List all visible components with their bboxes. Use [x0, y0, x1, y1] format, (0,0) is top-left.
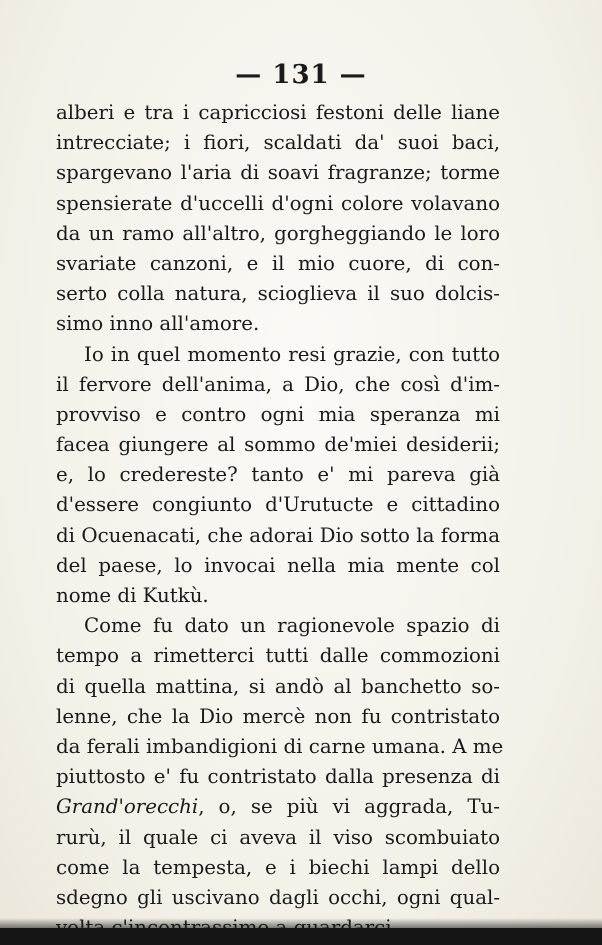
text-line: facea giungere al sommo de'miei desiderii; — [56, 433, 500, 457]
scan-edge — [0, 928, 602, 945]
text-line-rest: , o, se più vi aggrada, Tu- — [198, 795, 500, 819]
text-line: provviso e contro ogni mia speranza mi — [56, 402, 500, 426]
text-line: del paese, lo invocai nella mia mente col — [56, 553, 500, 577]
text-line: simo inno all'amore. — [56, 312, 260, 336]
text-line — [56, 792, 500, 822]
text-line: tempo a rimetterci tutti dalle commozioni — [56, 644, 500, 668]
text-line: intrecciate; i fiori, scaldati da' suoi baci, — [56, 131, 500, 155]
text-line: Io in quel momento resi grazie, con tutto — [84, 342, 500, 366]
text-line: sdegno gli uscivano dagli occhi, ogni qual- — [56, 885, 500, 909]
body-text — [56, 98, 504, 943]
italic-name: Grand'orecchi — [56, 795, 199, 819]
scan-edge-shadow — [0, 918, 602, 928]
text-line: svariate canzoni, e il mio cuore, di con- — [56, 251, 500, 275]
text-line: come la tempesta, e i biechi lampi dello — [56, 855, 500, 879]
text-line: piuttosto e' fu contristato dalla presenza di — [56, 765, 500, 789]
text-line: spensierate d'uccelli d'ogni colore volavano — [56, 191, 500, 215]
text-line: serto colla natura, scioglieva il suo dolcis- — [56, 282, 500, 306]
text-line: Come fu dato un ragionevole spazio di — [84, 614, 500, 638]
text-line: d'essere congiunto d'Urutucte e cittadino — [56, 493, 500, 517]
text-line: da ferali imbandigioni di carne umana. A me — [56, 734, 504, 758]
text-line: alberi e tra i capricciosi festoni delle liane — [56, 101, 500, 124]
text-line: il fervore dell'anima, a Dio, che così d'im- — [56, 372, 500, 396]
text-line: rurù, il quale ci aveva il viso scombuiato — [56, 825, 500, 849]
text-line: e, lo credereste? tanto e' mi pareva già — [56, 463, 500, 487]
text-line: spargevano l'aria di soavi fragranze; torme — [56, 161, 500, 185]
text-line: da un ramo all'altro, gorgheggiando le loro — [56, 221, 500, 245]
text-line: lenne, che la Dio mercè non fu contristato — [56, 704, 500, 728]
text-line: di Ocuenacati, che adorai Dio sotto la forma — [56, 523, 500, 547]
text-line: nome di Kutkù. — [56, 584, 209, 607]
page-number: — 131 — — [235, 60, 367, 90]
text-line: di quella mattina, si andò al banchetto so- — [56, 674, 500, 698]
